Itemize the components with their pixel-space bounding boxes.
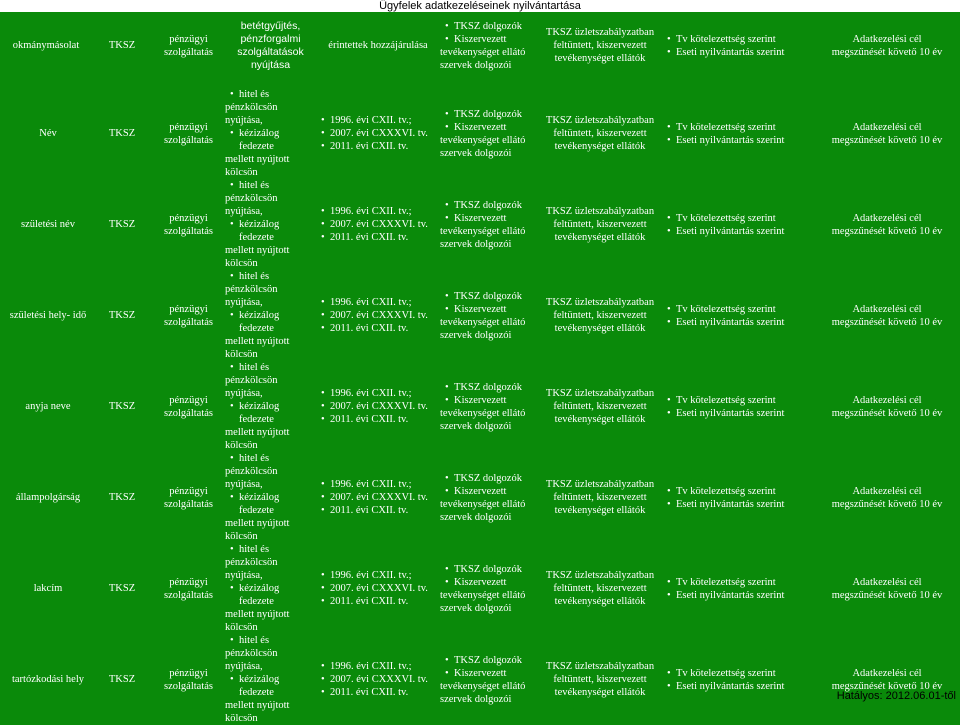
cell-line: • TKSZ dolgozók xyxy=(440,108,538,121)
page-title: Ügyfelek adatkezeléseinek nyilvántartása xyxy=(379,0,581,12)
cell-line: • Kiszervezett xyxy=(440,576,538,589)
cell-line: mellett nyújtott xyxy=(225,609,290,620)
cell-line: • TKSZ dolgozók xyxy=(440,563,538,576)
cell-line: • Eseti nyilvántartás szerint xyxy=(662,134,814,147)
cell-line: • 1996. évi CXII. tv.; xyxy=(316,660,440,673)
cell-line: • Eseti nyilvántartás szerint xyxy=(662,589,814,602)
cell-line: Adatkezelési cél xyxy=(852,576,922,588)
cell-line: • Tv kötelezettség szerint xyxy=(662,394,814,407)
data-controller: TKSZ xyxy=(92,270,152,361)
cell-line: • 1996. évi CXII. tv.; xyxy=(316,387,440,400)
cell-line: • hitel és xyxy=(225,452,316,465)
cell-line: tevékenységet ellátók xyxy=(554,232,646,243)
data-recipients xyxy=(538,88,662,179)
data-controller: TKSZ xyxy=(92,634,152,725)
legal-basis xyxy=(316,543,440,634)
cell-line: mellett nyújtott xyxy=(225,245,290,256)
cell-line: • TKSZ dolgozók xyxy=(440,199,538,212)
data-transfer xyxy=(662,88,814,179)
cell-line: tevékenységet ellátók xyxy=(554,687,646,698)
data-purpose xyxy=(225,361,316,452)
cell-line: • Kiszervezett xyxy=(440,667,538,680)
header-col9 xyxy=(814,12,960,79)
table-row xyxy=(0,543,960,634)
data-purpose xyxy=(225,543,316,634)
cell-line: mellett nyújtott xyxy=(225,427,290,438)
cell-line: • kézizálog fedezete xyxy=(225,491,316,517)
separator-row xyxy=(0,79,960,88)
cell-line: • Tv kötelezettség szerint xyxy=(662,121,814,134)
data-transfer xyxy=(662,634,814,725)
cell-line: feltüntett, kiszervezett xyxy=(553,401,647,412)
data-access xyxy=(440,543,538,634)
data-recipients xyxy=(538,634,662,725)
header-col2: TKSZ xyxy=(92,12,152,79)
cell-line: • TKSZ dolgozók xyxy=(440,381,538,394)
data-field-name: születési hely- idő xyxy=(0,270,92,361)
cell-line: nyújtása, xyxy=(225,570,263,581)
cell-line: nyújtása, xyxy=(225,388,263,399)
data-access xyxy=(440,452,538,543)
cell-line: • hitel és xyxy=(225,270,316,283)
header-col6-line: tevékenységet ellátó xyxy=(440,46,526,58)
table-row xyxy=(0,179,960,270)
cell-line: TKSZ üzletszabályzatban xyxy=(545,570,655,581)
cell-line: • Tv kötelezettség szerint xyxy=(662,667,814,680)
data-field-name: Név xyxy=(0,88,92,179)
header-col8-line: • Tv kötelezettség szerint xyxy=(662,33,814,46)
cell-line: • Eseti nyilvántartás szerint xyxy=(662,225,814,238)
cell-line: • 2011. évi CXII. tv. xyxy=(316,413,440,426)
cell-line: TKSZ üzletszabályzatban xyxy=(545,661,655,672)
cell-line: Adatkezelési cél xyxy=(852,394,922,406)
data-recipients xyxy=(538,361,662,452)
cell-line: • hitel és xyxy=(225,543,316,556)
cell-line: kölcsön xyxy=(225,349,258,360)
data-controller: TKSZ xyxy=(92,361,152,452)
header-col7 xyxy=(538,12,662,79)
data-purpose xyxy=(225,452,316,543)
data-activity: pénzügyi szolgáltatás xyxy=(152,179,225,270)
header-col5: érintettek hozzájárulása xyxy=(316,12,440,79)
data-access xyxy=(440,179,538,270)
cell-line: • 2007. évi CXXXVI. tv. xyxy=(316,582,440,595)
cell-line: megszűnését követő 10 év xyxy=(831,316,943,328)
data-recipients xyxy=(538,270,662,361)
cell-line: • 2007. évi CXXXVI. tv. xyxy=(316,491,440,504)
cell-line: szervek dolgozói xyxy=(440,511,512,523)
cell-line: szervek dolgozói xyxy=(440,329,512,341)
data-recipients xyxy=(538,543,662,634)
data-activity: pénzügyi szolgáltatás xyxy=(152,452,225,543)
table-row xyxy=(0,361,960,452)
cell-line: • hitel és xyxy=(225,179,316,192)
cell-line: feltüntett, kiszervezett xyxy=(553,128,647,139)
registry-table xyxy=(0,12,960,725)
data-access xyxy=(440,361,538,452)
cell-line: pénzkölcsön xyxy=(225,284,278,295)
cell-line: szervek dolgozói xyxy=(440,147,512,159)
table-row xyxy=(0,88,960,179)
header-col6 xyxy=(440,12,538,79)
cell-line: mellett nyújtott xyxy=(225,518,290,529)
cell-line: tevékenységet ellátó xyxy=(440,225,526,237)
cell-line: • Kiszervezett xyxy=(440,303,538,316)
cell-line: pénzkölcsön xyxy=(225,557,278,568)
cell-line: • TKSZ dolgozók xyxy=(440,472,538,485)
data-activity: pénzügyi szolgáltatás xyxy=(152,270,225,361)
cell-line: • kézizálog fedezete xyxy=(225,673,316,699)
cell-line: tevékenységet ellátók xyxy=(554,414,646,425)
cell-line: • Tv kötelezettség szerint xyxy=(662,576,814,589)
cell-line: mellett nyújtott xyxy=(225,700,290,711)
cell-line: • 1996. évi CXII. tv.; xyxy=(316,296,440,309)
cell-line: • Eseti nyilvántartás szerint xyxy=(662,316,814,329)
retention-period xyxy=(814,270,960,361)
header-col7-line: tevékenységet ellátók xyxy=(554,53,646,64)
data-field-name: állampolgárság xyxy=(0,452,92,543)
header-row xyxy=(0,12,960,79)
data-field-name: tartózkodási hely xyxy=(0,634,92,725)
header-col8-line: • Eseti nyilvántartás szerint xyxy=(662,46,814,59)
cell-line: • 2011. évi CXII. tv. xyxy=(316,140,440,153)
data-activity: pénzügyi szolgáltatás xyxy=(152,361,225,452)
data-controller: TKSZ xyxy=(92,88,152,179)
separator-bar xyxy=(0,79,960,88)
cell-line: TKSZ üzletszabályzatban xyxy=(545,388,655,399)
data-purpose xyxy=(225,179,316,270)
cell-line: • 1996. évi CXII. tv.; xyxy=(316,114,440,127)
cell-line: • TKSZ dolgozók xyxy=(440,290,538,303)
cell-line: TKSZ üzletszabályzatban xyxy=(545,297,655,308)
cell-line: tevékenységet ellátók xyxy=(554,323,646,334)
cell-line: TKSZ üzletszabályzatban xyxy=(545,479,655,490)
data-access xyxy=(440,88,538,179)
header-col6-line: szervek dolgozói xyxy=(440,59,512,71)
cell-line: tevékenységet ellátó xyxy=(440,498,526,510)
header-col8 xyxy=(662,12,814,79)
data-purpose xyxy=(225,270,316,361)
header-col4-line: szolgáltatások xyxy=(237,45,304,58)
cell-line: szervek dolgozói xyxy=(440,238,512,250)
cell-line: nyújtása, xyxy=(225,206,263,217)
data-activity: pénzügyi szolgáltatás xyxy=(152,88,225,179)
header-col4-line: nyújtása xyxy=(250,58,291,71)
data-activity: pénzügyi szolgáltatás xyxy=(152,543,225,634)
header-col6-line: • TKSZ dolgozók xyxy=(440,20,538,33)
cell-line: nyújtása, xyxy=(225,661,263,672)
data-recipients xyxy=(538,179,662,270)
cell-line: • 2007. évi CXXXVI. tv. xyxy=(316,218,440,231)
cell-line: pénzkölcsön xyxy=(225,648,278,659)
data-transfer xyxy=(662,270,814,361)
data-field-name: anyja neve xyxy=(0,361,92,452)
cell-line: • 1996. évi CXII. tv.; xyxy=(316,478,440,491)
cell-line: mellett nyújtott xyxy=(225,336,290,347)
header-col3: pénzügyi szolgáltatás xyxy=(152,12,225,79)
data-transfer xyxy=(662,452,814,543)
cell-line: Adatkezelési cél xyxy=(852,121,922,133)
table-row xyxy=(0,452,960,543)
cell-line: tevékenységet ellátó xyxy=(440,680,526,692)
legal-basis xyxy=(316,88,440,179)
cell-line: Adatkezelési cél xyxy=(852,667,922,679)
data-controller: TKSZ xyxy=(92,179,152,270)
data-purpose xyxy=(225,634,316,725)
cell-line: • Eseti nyilvántartás szerint xyxy=(662,498,814,511)
cell-line: nyújtása, xyxy=(225,479,263,490)
cell-line: • 2011. évi CXII. tv. xyxy=(316,322,440,335)
cell-line: kölcsön xyxy=(225,167,258,178)
legal-basis xyxy=(316,452,440,543)
cell-line: szervek dolgozói xyxy=(440,420,512,432)
legal-basis xyxy=(316,361,440,452)
cell-line: • 2011. évi CXII. tv. xyxy=(316,504,440,517)
retention-period xyxy=(814,543,960,634)
cell-line: • kézizálog fedezete xyxy=(225,582,316,608)
header-col7-line: TKSZ üzletszabályzatban xyxy=(545,27,655,38)
cell-line: tevékenységet ellátó xyxy=(440,316,526,328)
cell-line: kölcsön xyxy=(225,258,258,269)
cell-line: • 2011. évi CXII. tv. xyxy=(316,231,440,244)
data-controller: TKSZ xyxy=(92,452,152,543)
data-transfer xyxy=(662,179,814,270)
table-row xyxy=(0,270,960,361)
table-row xyxy=(0,634,960,725)
data-field-name: lakcím xyxy=(0,543,92,634)
cell-line: • Kiszervezett xyxy=(440,485,538,498)
retention-period xyxy=(814,361,960,452)
cell-line: • Eseti nyilvántartás szerint xyxy=(662,680,814,693)
cell-line: megszűnését követő 10 év xyxy=(831,680,943,692)
cell-line: • kézizálog fedezete xyxy=(225,400,316,426)
cell-line: megszűnését követő 10 év xyxy=(831,407,943,419)
cell-line: tevékenységet ellátók xyxy=(554,505,646,516)
cell-line: • Kiszervezett xyxy=(440,121,538,134)
cell-line: • kézizálog fedezete xyxy=(225,218,316,244)
retention-period xyxy=(814,634,960,725)
data-access xyxy=(440,634,538,725)
cell-line: • TKSZ dolgozók xyxy=(440,654,538,667)
legal-basis xyxy=(316,179,440,270)
cell-line: • 2007. évi CXXXVI. tv. xyxy=(316,673,440,686)
cell-line: feltüntett, kiszervezett xyxy=(553,674,647,685)
cell-line: tevékenységet ellátó xyxy=(440,134,526,146)
legal-basis xyxy=(316,634,440,725)
cell-line: megszűnését követő 10 év xyxy=(831,498,943,510)
rows-body xyxy=(0,88,960,725)
cell-line: • hitel és xyxy=(225,634,316,647)
cell-line: • 2007. évi CXXXVI. tv. xyxy=(316,127,440,140)
cell-line: kölcsön xyxy=(225,622,258,633)
header-col4 xyxy=(225,12,316,79)
header-col4-line: betétgyűjtés, xyxy=(240,19,301,32)
header-col7-line: feltüntett, kiszervezett xyxy=(553,40,647,51)
data-transfer xyxy=(662,361,814,452)
retention-period xyxy=(814,88,960,179)
cell-line: pénzkölcsön xyxy=(225,193,278,204)
cell-line: • kézizálog fedezete xyxy=(225,127,316,153)
cell-line: tevékenységet ellátó xyxy=(440,589,526,601)
cell-line: • 2011. évi CXII. tv. xyxy=(316,686,440,699)
cell-line: Adatkezelési cél xyxy=(852,212,922,224)
cell-line: szervek dolgozói xyxy=(440,602,512,614)
data-transfer xyxy=(662,543,814,634)
legal-basis xyxy=(316,270,440,361)
cell-line: • 2007. évi CXXXVI. tv. xyxy=(316,309,440,322)
cell-line: • Tv kötelezettség szerint xyxy=(662,212,814,225)
cell-line: szervek dolgozói xyxy=(440,693,512,705)
cell-line: • 2011. évi CXII. tv. xyxy=(316,595,440,608)
cell-line: • Kiszervezett xyxy=(440,394,538,407)
cell-line: • kézizálog fedezete xyxy=(225,309,316,335)
cell-line: • hitel és xyxy=(225,88,316,101)
cell-line: tevékenységet ellátó xyxy=(440,407,526,419)
header-col6-line: • Kiszervezett xyxy=(440,33,538,46)
cell-line: pénzkölcsön xyxy=(225,102,278,113)
cell-line: Adatkezelési cél xyxy=(852,303,922,315)
cell-line: pénzkölcsön xyxy=(225,375,278,386)
cell-line: tevékenységet ellátók xyxy=(554,141,646,152)
data-field-name: születési név xyxy=(0,179,92,270)
cell-line: • Tv kötelezettség szerint xyxy=(662,485,814,498)
header-col4-line: pénzforgalmi xyxy=(240,32,301,45)
data-controller: TKSZ xyxy=(92,543,152,634)
cell-line: kölcsön xyxy=(225,713,258,724)
cell-line: tevékenységet ellátók xyxy=(554,596,646,607)
cell-line: Adatkezelési cél xyxy=(852,485,922,497)
cell-line: • 1996. évi CXII. tv.; xyxy=(316,205,440,218)
retention-period xyxy=(814,179,960,270)
cell-line: • Kiszervezett xyxy=(440,212,538,225)
cell-line: • 2007. évi CXXXVI. tv. xyxy=(316,400,440,413)
cell-line: megszűnését követő 10 év xyxy=(831,134,943,146)
header-col1: okmánymásolat xyxy=(0,12,92,79)
data-purpose xyxy=(225,88,316,179)
cell-line: megszűnését követő 10 év xyxy=(831,225,943,237)
retention-period xyxy=(814,452,960,543)
cell-line: nyújtása, xyxy=(225,297,263,308)
cell-line: nyújtása, xyxy=(225,115,263,126)
cell-line: kölcsön xyxy=(225,531,258,542)
cell-line: • 1996. évi CXII. tv.; xyxy=(316,569,440,582)
cell-line: feltüntett, kiszervezett xyxy=(553,219,647,230)
cell-line: TKSZ üzletszabályzatban xyxy=(545,206,655,217)
cell-line: feltüntett, kiszervezett xyxy=(553,310,647,321)
footer-validity: Hatályos: 2012.06.01-től xyxy=(836,690,956,702)
cell-line: • Tv kötelezettség szerint xyxy=(662,303,814,316)
cell-line: • hitel és xyxy=(225,361,316,374)
cell-line: mellett nyújtott xyxy=(225,154,290,165)
cell-line: TKSZ üzletszabályzatban xyxy=(545,115,655,126)
cell-line: • Eseti nyilvántartás szerint xyxy=(662,407,814,420)
cell-line: kölcsön xyxy=(225,440,258,451)
header-col9-line: megszűnését követő 10 év xyxy=(831,46,943,58)
cell-line: pénzkölcsön xyxy=(225,466,278,477)
cell-line: feltüntett, kiszervezett xyxy=(553,492,647,503)
cell-line: feltüntett, kiszervezett xyxy=(553,583,647,594)
data-activity: pénzügyi szolgáltatás xyxy=(152,634,225,725)
header-col9-line: Adatkezelési cél xyxy=(852,33,922,45)
data-recipients xyxy=(538,452,662,543)
data-access xyxy=(440,270,538,361)
cell-line: megszűnését követő 10 év xyxy=(831,589,943,601)
